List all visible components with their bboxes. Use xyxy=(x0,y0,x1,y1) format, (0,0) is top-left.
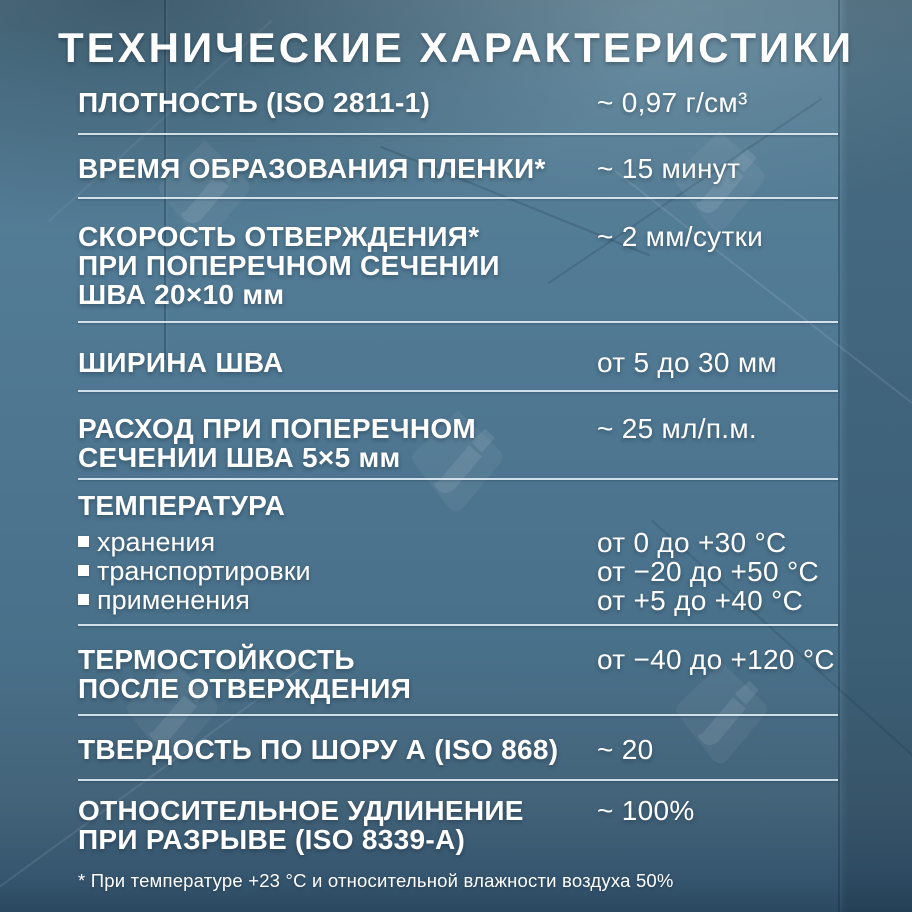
temperature-item-value: от 0 до +30 °C xyxy=(597,527,787,558)
temperature-item-storage xyxy=(78,528,838,557)
spec-value: ~ 0,97 г/см³ xyxy=(597,87,748,118)
spec-label-line: СЕЧЕНИИ ШВА 5×5 мм xyxy=(78,442,401,473)
spec-label-line: ТЕРМОСТОЙКОСТЬ xyxy=(78,644,355,675)
temperature-items xyxy=(78,528,838,615)
spec-label-line: РАСХОД ПРИ ПОПЕРЕЧНОМ xyxy=(78,413,477,444)
temperature-header: ТЕМПЕРАТУРА xyxy=(78,490,286,521)
spec-label-line: ПРИ ПОПЕРЕЧНОМ СЕЧЕНИИ xyxy=(78,250,500,281)
spec-row-seam-width xyxy=(78,348,838,377)
temperature-item-label: применения xyxy=(97,585,250,615)
temperature-item-transport xyxy=(78,557,838,586)
row-divider xyxy=(78,197,838,199)
spec-row-curing-speed xyxy=(78,222,838,309)
spec-label xyxy=(78,796,838,854)
page-title: ТЕХНИЧЕСКИЕ ХАРАКТЕРИСТИКИ xyxy=(57,24,855,71)
row-divider xyxy=(78,779,838,781)
spec-value: ~ 20 xyxy=(597,734,654,765)
spec-row-heat-resistance xyxy=(78,645,838,703)
bullet-square-icon xyxy=(78,565,89,576)
spec-value: ~ 15 минут xyxy=(597,153,741,184)
spec-label: ТВЕРДОСТЬ ПО ШОРУ А (ISO 868) xyxy=(78,734,559,765)
spec-label-line: ОТНОСИТЕЛЬНОЕ УДЛИНЕНИЕ xyxy=(78,795,524,826)
spec-row-temperature xyxy=(78,491,838,621)
spec-label-line: СКОРОСТЬ ОТВЕРЖДЕНИЯ* xyxy=(78,221,480,252)
row-divider xyxy=(78,321,838,323)
spec-label: ШИРИНА ШВА xyxy=(78,347,284,378)
spec-value: ~ 2 мм/сутки xyxy=(597,221,764,252)
spec-value: ~ 25 мл/п.м. xyxy=(597,413,757,444)
spec-label: ВРЕМЯ ОБРАЗОВАНИЯ ПЛЕНКИ* xyxy=(78,153,546,184)
spec-label: ПЛОТНОСТЬ (ISO 2811-1) xyxy=(78,87,431,118)
row-divider xyxy=(78,390,838,392)
bullet-square-icon xyxy=(78,536,89,547)
spec-row-consumption xyxy=(78,414,838,472)
temperature-item-application xyxy=(78,586,838,615)
spec-value: ~ 100% xyxy=(597,795,695,826)
spec-value: от 5 до 30 мм xyxy=(597,347,777,378)
footnote: * При температуре +23 °C и относительной влажности воздуха 50% xyxy=(78,870,674,891)
tile-seam-vertical-right xyxy=(838,0,840,912)
row-divider xyxy=(78,624,838,626)
spec-label-line: ПОСЛЕ ОТВЕРЖДЕНИЯ xyxy=(78,673,412,704)
spec-row-density xyxy=(78,88,838,117)
temperature-item-label: хранения xyxy=(97,527,216,557)
row-divider xyxy=(78,478,838,480)
row-divider xyxy=(78,714,838,716)
spec-row-shore-hardness xyxy=(78,735,838,764)
bullet-square-icon xyxy=(78,594,89,605)
temperature-item-label: транспортировки xyxy=(97,556,311,586)
spec-row-film-time xyxy=(78,154,838,183)
spec-label-line: ШВА 20×10 мм xyxy=(78,279,285,310)
row-divider xyxy=(78,133,838,135)
temperature-item-value: от +5 до +40 °C xyxy=(597,585,804,616)
temperature-item-value: от −20 до +50 °C xyxy=(597,556,820,587)
spec-row-elongation xyxy=(78,796,838,854)
spec-label-line: ПРИ РАЗРЫВЕ (ISO 8339-A) xyxy=(78,824,466,855)
spec-value: от −40 до +120 °C xyxy=(597,644,835,675)
